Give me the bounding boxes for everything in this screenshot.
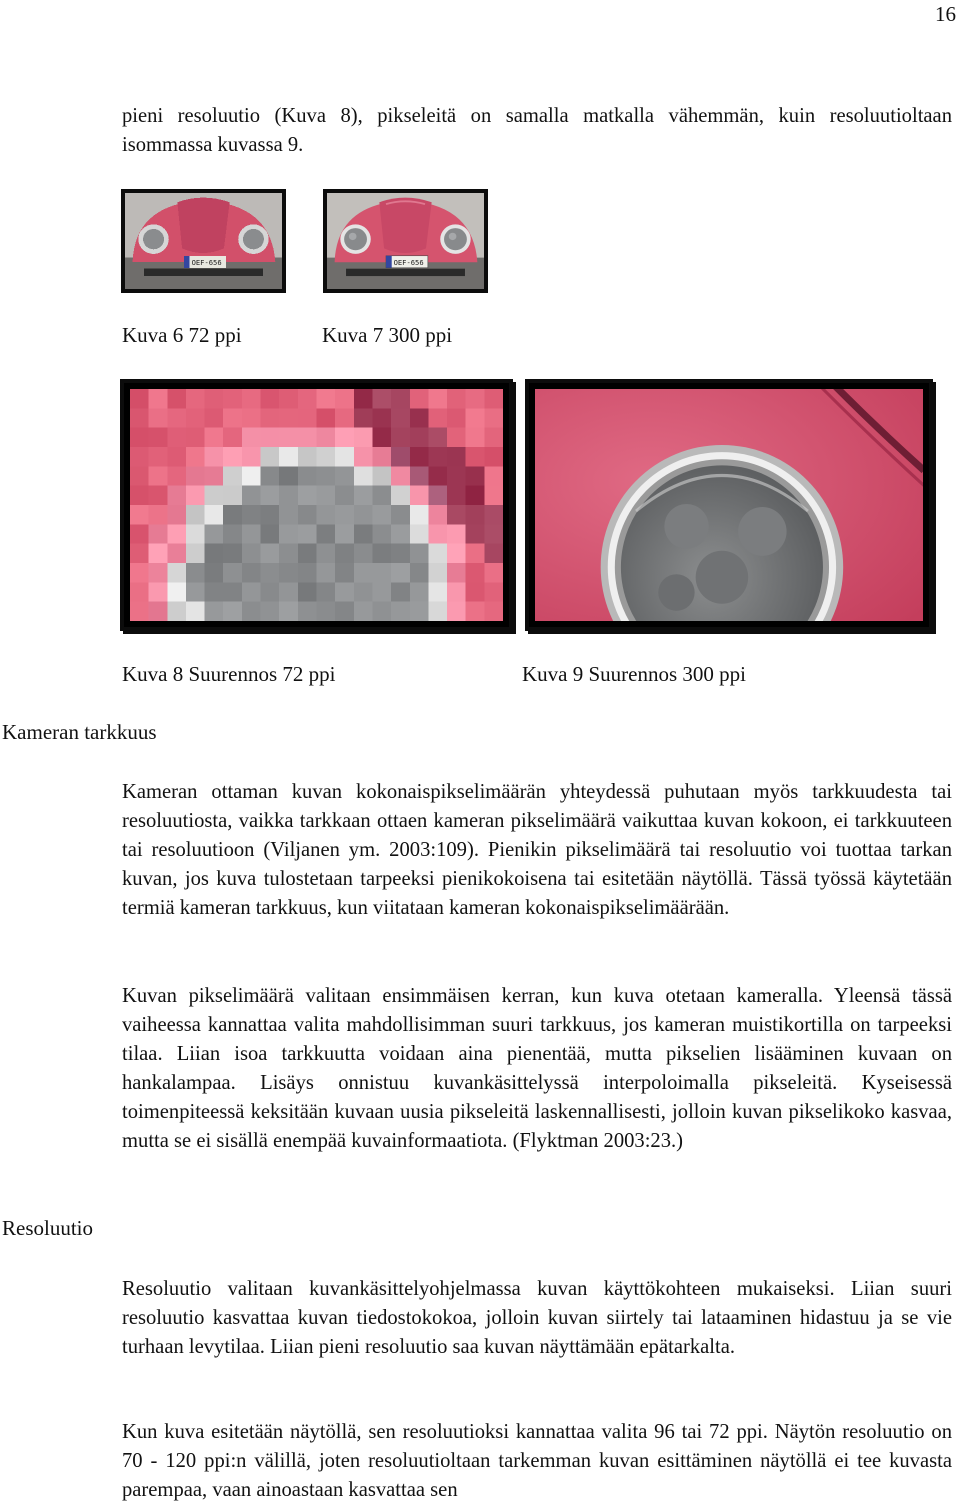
pixel-block xyxy=(242,582,261,602)
pixel-block xyxy=(354,582,373,602)
pixel-block xyxy=(466,544,485,564)
pixel-block xyxy=(372,602,391,621)
pixel-block xyxy=(391,582,410,602)
pixel-block xyxy=(223,447,242,467)
pixel-block xyxy=(261,505,280,525)
kuva6-license-plate: OEF-656 xyxy=(191,258,222,267)
pixel-block xyxy=(167,563,186,583)
pixel-block xyxy=(298,544,317,564)
pixel-block xyxy=(447,544,466,564)
pixel-block xyxy=(372,582,391,602)
pixel-block xyxy=(391,389,410,409)
pixel-block xyxy=(149,466,168,486)
pixel-block xyxy=(242,428,261,448)
pixel-block xyxy=(186,524,205,544)
pixel-block xyxy=(223,486,242,506)
pixel-block xyxy=(223,466,242,486)
pixel-block xyxy=(167,389,186,409)
pixel-block xyxy=(261,563,280,583)
pixel-block xyxy=(279,428,298,448)
pixel-block xyxy=(261,486,280,506)
pixel-block xyxy=(391,602,410,621)
pixel-block xyxy=(298,602,317,621)
paragraph-kameran-tarkkuus-1: Kameran ottaman kuvan kokonaispikselimäärän yhteydessä puhutaan myös tarkkuudesta tai resoluutiosta, vaikka tarkkaan ottaen kameran pikselimäärä vaikuttaa kuvan kokoon, ei tarkkuuteen tai resoluutioon (Viljanen ym. 2003:109). Pienikin pikselimäärä tai resoluutio voi tuottaa tarkan kuvan, jos kuva tulostetaan tarpeeksi pienikokoisena tai esitetään näytöllä. Tässä työssä käytetään termiä kameran tarkkuus, kun viitataan kameran kokonaispikselimäärään. xyxy=(122,781,952,919)
pixel-block xyxy=(428,389,447,409)
pixel-block xyxy=(261,408,280,428)
pixel-block xyxy=(279,466,298,486)
pixel-block xyxy=(186,582,205,602)
pixel-block xyxy=(372,544,391,564)
pixel-block xyxy=(205,389,224,409)
pixel-block xyxy=(391,466,410,486)
pixel-block xyxy=(205,602,224,621)
pixel-block xyxy=(317,602,336,621)
pixel-block xyxy=(354,602,373,621)
pixel-block xyxy=(410,466,429,486)
pixel-block xyxy=(186,428,205,448)
pixel-block xyxy=(484,544,503,564)
pixel-block xyxy=(317,408,336,428)
pixel-block xyxy=(428,524,447,544)
pixel-block xyxy=(186,466,205,486)
pixel-block xyxy=(372,505,391,525)
pixel-block xyxy=(447,505,466,525)
pixel-block xyxy=(447,428,466,448)
figure-kuva8-image xyxy=(120,379,513,631)
pixel-block xyxy=(149,602,168,621)
pixel-block xyxy=(391,524,410,544)
pixel-block xyxy=(167,544,186,564)
pixel-block xyxy=(354,524,373,544)
pixel-block xyxy=(261,544,280,564)
pixel-block xyxy=(130,544,149,564)
pixel-block xyxy=(279,389,298,409)
pixel-block xyxy=(298,466,317,486)
pixel-block xyxy=(354,428,373,448)
pixel-block xyxy=(223,563,242,583)
pixel-block xyxy=(242,466,261,486)
page-number: 16 xyxy=(935,2,956,26)
pixel-block xyxy=(149,428,168,448)
pixel-block xyxy=(372,486,391,506)
paragraph-kameran-tarkkuus-2: Kuvan pikselimäärä valitaan ensimmäisen kerran, kun kuva otetaan kameralla. Yleensä tässä vaiheessa kannattaa valita mahdollisimman suuri tarkkuus, jos kameran muistikortilla on tarpeeksi tilaa. Liian isoa tarkkuutta voidaan aina pienentää, mutta pikselien lisääminen kuvaan on hankalampaa. Lisäys onnistuu kuvankäsittelyssä interpoloimalla pikseleitä. Kyseisessä toimenpiteessä keksitään kuvaan uusia pikseleitä laskennallisesti, jolloin kuvan pikselikoko kasvaa, mutta se ei sisällä enempää kuvainformaatiota. (Flyktman 2003:23.) xyxy=(122,985,952,1152)
pixel-block xyxy=(484,486,503,506)
pixel-block xyxy=(167,505,186,525)
pixel-block xyxy=(447,524,466,544)
pixel-block xyxy=(279,602,298,621)
pixel-block xyxy=(130,428,149,448)
pixel-block xyxy=(466,505,485,525)
pixel-block xyxy=(298,389,317,409)
pixel-block xyxy=(410,486,429,506)
pixel-block xyxy=(466,524,485,544)
pixel-block xyxy=(335,563,354,583)
pixel-block xyxy=(335,408,354,428)
pixel-block xyxy=(466,582,485,602)
pixel-block xyxy=(354,544,373,564)
pixel-block xyxy=(372,389,391,409)
pixel-block xyxy=(410,563,429,583)
pixel-block xyxy=(466,563,485,583)
pixel-block xyxy=(428,486,447,506)
pixel-block xyxy=(428,582,447,602)
pixel-block xyxy=(447,602,466,621)
pixel-block xyxy=(205,408,224,428)
pixel-block xyxy=(335,582,354,602)
pixel-block xyxy=(354,486,373,506)
pixel-block xyxy=(391,428,410,448)
pixel-block xyxy=(261,582,280,602)
pixel-block xyxy=(149,524,168,544)
pixel-block xyxy=(447,466,466,486)
pixel-block xyxy=(167,582,186,602)
pixel-block xyxy=(279,563,298,583)
pixel-block xyxy=(447,447,466,467)
pixel-block xyxy=(242,602,261,621)
pixel-block xyxy=(242,486,261,506)
pixel-block xyxy=(317,544,336,564)
pixel-block xyxy=(391,505,410,525)
pixel-block xyxy=(242,563,261,583)
figure-kuva9-image xyxy=(525,379,933,631)
pixel-block xyxy=(261,466,280,486)
pixel-block xyxy=(298,563,317,583)
pixel-block xyxy=(223,524,242,544)
pixel-block xyxy=(466,602,485,621)
pixel-block xyxy=(391,447,410,467)
pixel-block xyxy=(354,563,373,583)
pixel-block xyxy=(149,447,168,467)
pixel-block xyxy=(186,408,205,428)
pixel-block xyxy=(372,563,391,583)
figure-kuva7-image xyxy=(323,189,488,293)
paragraph-resoluutio-1: Resoluutio valitaan kuvankäsittelyohjelmassa kuvan käyttökohteen mukaiseksi. Liian suuri resoluutio kasvattaa kuvan tiedostokokoa, jolloin kuvan siirtely tai lataaminen hidastuu ja se vie turhaan levytilaa. Liian pieni resoluutio saa kuvan näyttämään epätarkalta. xyxy=(122,1278,952,1358)
pixel-block xyxy=(223,389,242,409)
pixel-block xyxy=(335,524,354,544)
pixel-block xyxy=(428,428,447,448)
pixel-block xyxy=(223,505,242,525)
pixel-block xyxy=(317,389,336,409)
pixel-block xyxy=(167,428,186,448)
pixel-block xyxy=(410,408,429,428)
section-heading-kameran-tarkkuus: Kameran tarkkuus xyxy=(2,720,157,744)
pixel-block xyxy=(186,486,205,506)
pixel-block xyxy=(130,505,149,525)
pixel-block xyxy=(466,466,485,486)
pixel-block xyxy=(130,408,149,428)
pixel-block xyxy=(298,505,317,525)
pixel-block xyxy=(205,428,224,448)
pixel-block xyxy=(261,389,280,409)
pixel-block xyxy=(261,447,280,467)
pixel-block xyxy=(410,389,429,409)
figure-kuva8-caption: Kuva 8 Suurennos 72 ppi xyxy=(122,662,336,686)
pixel-block xyxy=(149,563,168,583)
pixel-block xyxy=(447,486,466,506)
pixel-block xyxy=(484,582,503,602)
pixel-block xyxy=(354,447,373,467)
pixel-block xyxy=(242,389,261,409)
pixel-block xyxy=(279,447,298,467)
pixel-block xyxy=(335,602,354,621)
figure-kuva9-caption: Kuva 9 Suurennos 300 ppi xyxy=(522,662,746,686)
pixel-block xyxy=(317,582,336,602)
pixel-block xyxy=(410,524,429,544)
pixel-block xyxy=(279,582,298,602)
pixel-block xyxy=(354,389,373,409)
pixel-block xyxy=(205,505,224,525)
pixel-block xyxy=(317,447,336,467)
pixel-block xyxy=(372,466,391,486)
pixel-block xyxy=(205,447,224,467)
pixel-block xyxy=(335,428,354,448)
pixel-block xyxy=(466,447,485,467)
pixel-block xyxy=(410,505,429,525)
pixel-block xyxy=(447,408,466,428)
pixel-block xyxy=(149,544,168,564)
pixel-block xyxy=(130,582,149,602)
pixel-block xyxy=(149,486,168,506)
pixel-block xyxy=(410,447,429,467)
pixel-block xyxy=(186,602,205,621)
pixel-block xyxy=(298,524,317,544)
pixel-block xyxy=(205,486,224,506)
pixel-block xyxy=(186,389,205,409)
pixel-block xyxy=(279,544,298,564)
paragraph-resoluutio-2: Kun kuva esitetään näytöllä, sen resoluutioksi kannattaa valita 96 tai 72 ppi. Näytön resoluutio on 70 - 120 ppi:n välillä, joten resoluutioltaan tarkemman kuvan esittäminen näytöllä ei tee kuvasta parempaa, vaan ainoastaan kasvattaa sen xyxy=(122,1421,952,1501)
pixel-block xyxy=(261,524,280,544)
pixel-block xyxy=(484,505,503,525)
pixel-block xyxy=(354,466,373,486)
pixel-block xyxy=(317,486,336,506)
kuva7-license-plate: OEF-656 xyxy=(393,258,424,267)
pixel-block xyxy=(279,486,298,506)
pixel-block xyxy=(484,466,503,486)
pixel-block xyxy=(167,408,186,428)
pixel-block xyxy=(428,563,447,583)
figure-kuva6-image xyxy=(121,189,286,293)
pixel-block xyxy=(242,544,261,564)
pixel-block xyxy=(335,505,354,525)
pixel-block xyxy=(130,389,149,409)
pixel-block xyxy=(447,389,466,409)
pixel-block xyxy=(335,466,354,486)
pixel-block xyxy=(205,524,224,544)
pixel-block xyxy=(186,563,205,583)
pixel-block xyxy=(130,524,149,544)
pixel-block xyxy=(186,447,205,467)
pixel-block xyxy=(205,466,224,486)
figure-kuva6-caption: Kuva 6 72 ppi xyxy=(122,323,242,347)
pixel-block xyxy=(130,563,149,583)
pixel-block xyxy=(428,447,447,467)
pixel-block xyxy=(484,524,503,544)
pixel-block xyxy=(372,428,391,448)
pixel-block xyxy=(391,544,410,564)
pixel-block xyxy=(205,544,224,564)
pixel-block xyxy=(484,602,503,621)
section-heading-resoluutio: Resoluutio xyxy=(2,1216,94,1240)
pixel-block xyxy=(223,582,242,602)
pixel-block xyxy=(149,582,168,602)
intro-paragraph: pieni resoluutio (Kuva 8), pikseleitä on samalla matkalla vähemmän, kuin resoluutioltaan isommassa kuvassa 9. xyxy=(122,105,952,156)
pixel-block xyxy=(428,408,447,428)
pixel-block xyxy=(484,563,503,583)
pixel-block xyxy=(428,466,447,486)
pixel-block xyxy=(242,447,261,467)
pixel-block xyxy=(428,505,447,525)
pixel-block xyxy=(242,505,261,525)
pixel-block xyxy=(372,447,391,467)
pixel-block xyxy=(410,582,429,602)
pixel-block xyxy=(279,524,298,544)
pixel-block xyxy=(223,602,242,621)
pixel-block xyxy=(298,486,317,506)
pixel-block xyxy=(354,505,373,525)
figure-kuva7-caption: Kuva 7 300 ppi xyxy=(322,323,453,347)
pixel-block xyxy=(484,408,503,428)
pixel-block xyxy=(317,524,336,544)
pixel-block xyxy=(335,389,354,409)
pixel-block xyxy=(466,389,485,409)
pixel-block xyxy=(223,428,242,448)
pixel-block xyxy=(205,582,224,602)
pixel-block xyxy=(428,544,447,564)
pixel-block xyxy=(186,544,205,564)
pixel-block xyxy=(335,486,354,506)
pixel-block xyxy=(223,408,242,428)
pixel-block xyxy=(317,428,336,448)
pixel-block xyxy=(130,486,149,506)
pixel-block xyxy=(242,524,261,544)
pixel-block xyxy=(130,602,149,621)
pixel-block xyxy=(410,544,429,564)
pixel-block xyxy=(466,408,485,428)
pixel-block xyxy=(391,408,410,428)
pixel-block xyxy=(298,408,317,428)
pixel-block xyxy=(130,447,149,467)
pixel-block xyxy=(335,544,354,564)
pixel-block xyxy=(447,563,466,583)
pixel-block xyxy=(279,505,298,525)
pixel-block xyxy=(167,466,186,486)
pixel-block xyxy=(205,563,224,583)
pixel-block xyxy=(410,602,429,621)
pixel-block xyxy=(261,602,280,621)
pixel-block xyxy=(167,602,186,621)
pixel-block xyxy=(298,447,317,467)
pixel-block xyxy=(335,447,354,467)
pixel-block xyxy=(130,466,149,486)
pixel-block xyxy=(317,505,336,525)
pixel-block xyxy=(391,563,410,583)
pixel-block xyxy=(186,505,205,525)
pixel-block xyxy=(484,389,503,409)
pixel-block xyxy=(149,505,168,525)
pixel-block xyxy=(410,428,429,448)
pixel-block xyxy=(372,408,391,428)
pixel-block xyxy=(149,408,168,428)
pixel-block xyxy=(167,486,186,506)
pixel-block xyxy=(391,486,410,506)
pixel-block xyxy=(466,428,485,448)
pixel-block xyxy=(298,428,317,448)
pixel-block xyxy=(242,408,261,428)
pixel-block xyxy=(484,447,503,467)
pixel-block xyxy=(223,544,242,564)
pixel-block xyxy=(317,563,336,583)
pixel-block xyxy=(466,486,485,506)
pixel-block xyxy=(447,582,466,602)
pixel-block xyxy=(317,466,336,486)
pixel-block xyxy=(354,408,373,428)
pixel-block xyxy=(484,428,503,448)
pixel-block xyxy=(167,447,186,467)
pixel-block xyxy=(167,524,186,544)
pixel-block xyxy=(261,428,280,448)
pixel-block xyxy=(428,602,447,621)
pixel-block xyxy=(372,524,391,544)
pixel-block xyxy=(279,408,298,428)
pixel-block xyxy=(298,582,317,602)
pixel-block xyxy=(149,389,168,409)
